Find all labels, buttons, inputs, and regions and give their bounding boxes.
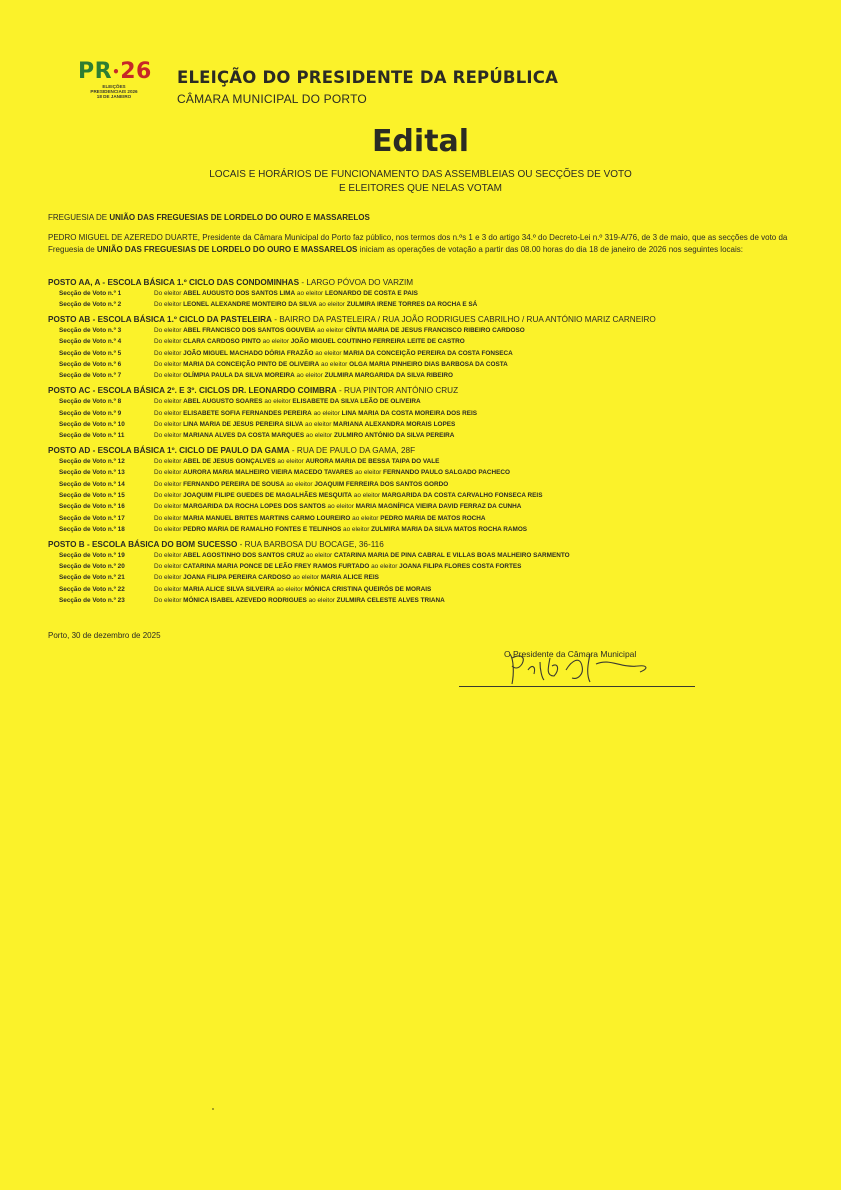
voting-section-range bbox=[154, 359, 508, 370]
voting-section-row bbox=[48, 513, 818, 524]
polling-station-name: POSTO AD - ESCOLA BÁSICA 1º. CICLO DE PAULO DA GAMA bbox=[48, 446, 290, 456]
polling-station-header bbox=[48, 385, 818, 396]
voting-section-row bbox=[48, 584, 818, 595]
voting-section-row bbox=[48, 595, 818, 606]
from-voter: ABEL DE JESUS GONÇALVES bbox=[183, 458, 276, 466]
voting-section-row bbox=[48, 430, 818, 441]
voting-section-label: Secção de Voto n.º 9 bbox=[59, 409, 122, 417]
from-word: Do eleitor bbox=[154, 596, 184, 604]
from-voter: LINA MARIA DE JESUS PEREIRA SILVA bbox=[183, 420, 304, 428]
voting-section-range bbox=[154, 430, 454, 441]
from-voter: OLÍMPIA PAULA DA SILVA MOREIRA bbox=[183, 372, 295, 380]
to-voter: ZULMIRA MARGARIDA DA SILVA RIBEIRO bbox=[324, 372, 453, 380]
to-word: ao eleitor bbox=[325, 503, 356, 511]
election-logo bbox=[78, 60, 158, 99]
from-word: Do eleitor bbox=[154, 469, 184, 477]
from-word: Do eleitor bbox=[154, 290, 184, 297]
from-voter: JOANA FILIPA PEREIRA CARDOSO bbox=[183, 574, 291, 582]
voting-section-range bbox=[154, 288, 418, 299]
voting-section-row bbox=[48, 550, 818, 561]
polling-station-header bbox=[48, 314, 818, 325]
to-voter: CÍNTIA MARIA DE JESUS FRANCISCO RIBEIRO CARDOSO bbox=[345, 327, 525, 335]
voting-section-label: Secção de Voto n.º 11 bbox=[59, 432, 125, 440]
to-voter: LINA MARIA DA COSTA MOREIRA DOS REIS bbox=[341, 409, 478, 417]
from-voter: ELISABETE SOFIA FERNANDES PEREIRA bbox=[183, 409, 312, 417]
voting-section-label: Secção de Voto n.º 8 bbox=[59, 398, 122, 406]
voting-section-label: Secção de Voto n.º 21 bbox=[59, 574, 125, 582]
from-voter: ABEL AUGUSTO SOARES bbox=[183, 398, 263, 406]
intro-paragraph bbox=[48, 232, 808, 255]
to-voter: LEONARDO DE COSTA E PAIS bbox=[324, 290, 418, 297]
voting-section-label: Secção de Voto n.º 12 bbox=[59, 458, 125, 466]
voting-section-range bbox=[154, 456, 439, 467]
to-voter: MARIA DA CONCEIÇÃO PEREIRA DA COSTA FONSECA bbox=[343, 349, 513, 357]
polling-station-address: - RUA PINTOR ANTÓNIO CRUZ bbox=[336, 386, 459, 396]
to-voter: PEDRO MARIA DE MATOS ROCHA bbox=[380, 514, 486, 522]
voting-section-range bbox=[154, 325, 525, 336]
from-word: Do eleitor bbox=[154, 327, 184, 335]
from-word: Do eleitor bbox=[154, 301, 184, 309]
description-line-2: E ELEITORES QUE NELAS VOTAM bbox=[338, 183, 502, 194]
to-voter: OLGA MARIA PINHEIRO DIAS BARBOSA DA COSTA bbox=[349, 361, 508, 369]
signature-scribble bbox=[500, 640, 660, 688]
from-voter: FERNANDO PEREIRA DE SOUSA bbox=[183, 480, 285, 488]
voting-section-range bbox=[154, 467, 510, 478]
voting-section-range bbox=[154, 595, 445, 606]
polling-station-address: - LARGO PÓVOA DO VARZIM bbox=[299, 278, 414, 287]
from-word: Do eleitor bbox=[154, 514, 184, 522]
voting-section-range bbox=[154, 299, 477, 310]
voting-section-label: Secção de Voto n.º 15 bbox=[59, 491, 125, 499]
voting-section-label: Secção de Voto n.º 10 bbox=[59, 420, 125, 428]
header-subtitle: CÂMARA MUNICIPAL DO PORTO bbox=[177, 92, 367, 106]
polling-stations-list bbox=[48, 277, 818, 610]
logo-pr-text: PR bbox=[78, 59, 113, 84]
polling-station-address: - RUA BARBOSA DU BOCAGE, 36-116 bbox=[237, 539, 384, 549]
to-word: ao eleitor bbox=[352, 491, 382, 499]
voting-section-row bbox=[48, 479, 818, 490]
to-word: ao eleitor bbox=[294, 372, 325, 380]
from-voter: ABEL FRANCISCO DOS SANTOS GOUVEIA bbox=[183, 327, 316, 335]
voting-section-label: Secção de Voto n.º 16 bbox=[59, 503, 125, 511]
freguesia-line bbox=[48, 213, 370, 222]
scan-speck bbox=[212, 1108, 214, 1110]
voting-section-row bbox=[48, 348, 818, 359]
to-word: ao eleitor bbox=[260, 338, 291, 346]
from-word: Do eleitor bbox=[154, 349, 184, 357]
header-title: ELEIÇÃO DO PRESIDENTE DA REPÚBLICA bbox=[177, 68, 559, 87]
from-word: Do eleitor bbox=[154, 503, 184, 511]
voting-section-label: Secção de Voto n.º 22 bbox=[59, 585, 125, 593]
voting-section-row bbox=[48, 501, 818, 512]
voting-section-row bbox=[48, 456, 818, 467]
to-voter: AURORA MARIA DE BESSA TAIPA DO VALE bbox=[305, 458, 440, 466]
to-voter: MARIA MAGNÍFICA VIEIRA DAVID FERRAZ DA CUNHA bbox=[355, 503, 522, 511]
to-word: ao eleitor bbox=[275, 458, 306, 466]
to-word: ao eleitor bbox=[306, 596, 337, 604]
intro-text-a: PEDRO MIGUEL DE AZEREDO DUARTE, Presidente da Câmara Municipal do Porto faz público, nos termos dos n.ºs 1 e 3 do artigo 34.º do Decreto-Lei n.º 319-A/76, de 3 de maio, que as secções de voto da Freguesia de bbox=[48, 233, 788, 254]
voting-section-range bbox=[154, 572, 379, 583]
voting-section-label: Secção de Voto n.º 20 bbox=[59, 563, 125, 571]
from-word: Do eleitor bbox=[154, 563, 184, 571]
voting-section-label: Secção de Voto n.º 7 bbox=[59, 372, 122, 380]
from-voter: CLARA CARDOSO PINTO bbox=[183, 338, 261, 346]
signature-line bbox=[459, 686, 695, 687]
intro-freguesia: UNIÃO DAS FREGUESIAS DE LORDELO DO OURO E MASSARELOS bbox=[96, 244, 358, 254]
voting-section-row bbox=[48, 325, 818, 336]
voting-section-label: Secção de Voto n.º 23 bbox=[59, 596, 125, 604]
polling-station bbox=[48, 277, 818, 311]
from-word: Do eleitor bbox=[154, 458, 184, 466]
to-word: ao eleitor bbox=[304, 551, 334, 559]
voting-section-label: Secção de Voto n.º 19 bbox=[59, 551, 125, 559]
from-word: Do eleitor bbox=[154, 432, 184, 440]
from-voter: ABEL AGOSTINHO DOS SANTOS CRUZ bbox=[183, 551, 305, 559]
to-voter: MARIANA ALEXANDRA MORAIS LOPES bbox=[333, 420, 456, 428]
to-voter: JOANA FILIPA FLORES COSTA FORTES bbox=[399, 563, 522, 571]
polling-station bbox=[48, 314, 818, 381]
voting-section-range bbox=[154, 348, 513, 359]
from-voter: MARIANA ALVES DA COSTA MARQUES bbox=[183, 432, 305, 440]
voting-section-row bbox=[48, 408, 818, 419]
description-line-1: LOCAIS E HORÁRIOS DE FUNCIONAMENTO DAS ASSEMBLEIAS OU SECÇÕES DE VOTO bbox=[209, 169, 632, 180]
from-voter: JOAQUIM FILIPE GUEDES DE MAGALHÃES MESQUITA bbox=[183, 491, 353, 499]
polling-station-header bbox=[48, 277, 818, 288]
polling-station bbox=[48, 385, 818, 441]
document-date: Porto, 30 de dezembro de 2025 bbox=[48, 631, 161, 640]
to-word: ao eleitor bbox=[319, 361, 350, 369]
to-word: ao eleitor bbox=[341, 525, 372, 533]
voting-section-row bbox=[48, 336, 818, 347]
to-voter: ZULMIRA MARIA DA SILVA MATOS ROCHA RAMOS bbox=[371, 525, 528, 533]
to-word: ao eleitor bbox=[262, 398, 293, 406]
document-description bbox=[0, 168, 841, 196]
polling-station bbox=[48, 539, 818, 606]
from-voter: LEONEL ALEXANDRE MONTEIRO DA SILVA bbox=[183, 301, 317, 309]
voting-section-row bbox=[48, 490, 818, 501]
from-voter: AURORA MARIA MALHEIRO VIEIRA MACEDO TAVARES bbox=[183, 469, 354, 477]
to-voter: ZULMIRA CELESTE ALVES TRIANA bbox=[336, 596, 445, 604]
voting-section-label: Secção de Voto n.º 4 bbox=[59, 338, 122, 346]
from-word: Do eleitor bbox=[154, 585, 184, 593]
voting-section-range bbox=[154, 370, 453, 381]
logo-sub3: 18 DE JANEIRO bbox=[96, 94, 132, 99]
to-word: ao eleitor bbox=[284, 480, 315, 488]
polling-station-name: POSTO AA, A - ESCOLA BÁSICA 1.º CICLO DAS CONDOMINHAS bbox=[48, 278, 300, 287]
voting-section-range bbox=[154, 501, 521, 512]
polling-station-address: - BAIRRO DA PASTELEIRA / RUA JOÃO RODRIGUES CABRILHO / RUA ANTÓNIO MARIZ CARNEIRO bbox=[271, 315, 656, 325]
to-voter: MARGARIDA DA COSTA CARVALHO FONSECA REIS bbox=[381, 491, 543, 499]
freguesia-prefix: FREGUESIA DE bbox=[48, 213, 110, 222]
from-word: Do eleitor bbox=[154, 338, 184, 346]
to-word: ao eleitor bbox=[316, 301, 347, 309]
voting-section-range bbox=[154, 396, 421, 407]
voting-section-label: Secção de Voto n.º 6 bbox=[59, 361, 122, 369]
to-voter: MARIA ALICE REIS bbox=[320, 574, 379, 582]
logo-sub2: PRESIDENCIAIS 2026 bbox=[90, 89, 138, 94]
polling-station-address: - RUA DE PAULO DA GAMA, 28F bbox=[289, 446, 416, 456]
voting-section-range bbox=[154, 408, 477, 419]
voting-section-range bbox=[154, 490, 542, 501]
voting-section-range bbox=[154, 336, 465, 347]
to-word: ao eleitor bbox=[311, 409, 342, 417]
to-word: ao eleitor bbox=[295, 290, 325, 297]
voting-section-label: Secção de Voto n.º 2 bbox=[59, 301, 122, 309]
from-word: Do eleitor bbox=[154, 361, 184, 369]
to-voter: ZULMIRA IRENE TORRES DA ROCHA E SÁ bbox=[346, 301, 478, 309]
voting-section-row bbox=[48, 370, 818, 381]
document-title: Edital bbox=[371, 124, 470, 159]
polling-station-header bbox=[48, 445, 818, 456]
from-word: Do eleitor bbox=[154, 491, 184, 499]
voting-section-row bbox=[48, 561, 818, 572]
voting-section-row bbox=[48, 572, 818, 583]
from-word: Do eleitor bbox=[154, 574, 184, 582]
from-word: Do eleitor bbox=[154, 398, 184, 406]
voting-section-row bbox=[48, 524, 818, 535]
voting-section-label: Secção de Voto n.º 14 bbox=[59, 480, 125, 488]
to-voter: FERNANDO PAULO SALGADO PACHECO bbox=[383, 469, 510, 477]
to-voter: ELISABETE DA SILVA LEÃO DE OLIVEIRA bbox=[292, 398, 421, 406]
from-word: Do eleitor bbox=[154, 551, 184, 559]
to-voter: MÓNICA CRISTINA QUEIRÓS DE MORAIS bbox=[304, 585, 432, 593]
voting-section-label: Secção de Voto n.º 1 bbox=[59, 290, 122, 297]
signature-label: O Presidente da Câmara Municipal bbox=[504, 649, 637, 659]
from-word: Do eleitor bbox=[154, 420, 184, 428]
from-word: Do eleitor bbox=[154, 372, 184, 380]
to-word: ao eleitor bbox=[353, 469, 384, 477]
from-word: Do eleitor bbox=[154, 480, 184, 488]
from-voter: MÓNICA ISABEL AZEVEDO RODRIGUES bbox=[183, 596, 307, 604]
to-word: ao eleitor bbox=[304, 432, 334, 440]
from-voter: JOÃO MIGUEL MACHADO DÓRIA FRAZÃO bbox=[183, 349, 314, 357]
voting-section-range bbox=[154, 584, 431, 595]
to-word: ao eleitor bbox=[369, 563, 400, 571]
voting-section-label: Secção de Voto n.º 17 bbox=[59, 514, 125, 522]
polling-station-name: POSTO B - ESCOLA BÁSICA DO BOM SUCESSO bbox=[48, 539, 238, 549]
from-word: Do eleitor bbox=[154, 525, 184, 533]
to-word: ao eleitor bbox=[274, 585, 305, 593]
polling-station-name: POSTO AC - ESCOLA BÁSICA 2º. E 3º. CICLOS DR. LEONARDO COIMBRA bbox=[48, 386, 337, 396]
intro-text-c: iniciam as operações de votação a partir das 08.00 horas do dia 18 de janeiro de 2026 nos seguintes locais: bbox=[357, 244, 743, 254]
to-word: ao eleitor bbox=[350, 514, 381, 522]
from-voter: MARGARIDA DA ROCHA LOPES DOS SANTOS bbox=[183, 503, 326, 511]
voting-section-label: Secção de Voto n.º 13 bbox=[59, 469, 125, 477]
voting-section-range bbox=[154, 524, 527, 535]
to-voter: JOÃO MIGUEL COUTINHO FERREIRA LEITE DE CASTRO bbox=[290, 338, 465, 346]
voting-section-range bbox=[154, 561, 521, 572]
polling-station bbox=[48, 445, 818, 535]
from-voter: PEDRO MARIA DE RAMALHO FONTES E TELINHOS bbox=[183, 525, 342, 533]
to-word: ao eleitor bbox=[313, 349, 344, 357]
to-word: ao eleitor bbox=[290, 574, 321, 582]
voting-section-label: Secção de Voto n.º 3 bbox=[59, 327, 122, 335]
from-voter: MARIA DA CONCEIÇÃO PINTO DE OLIVEIRA bbox=[183, 361, 320, 369]
to-voter: ZULMIRO ANTÓNIO DA SILVA PEREIRA bbox=[333, 432, 455, 440]
voting-section-range bbox=[154, 513, 486, 524]
logo-mark: PR•26 bbox=[78, 59, 152, 84]
voting-section-label: Secção de Voto n.º 18 bbox=[59, 525, 125, 533]
logo-year: 26 bbox=[120, 59, 152, 84]
voting-section-range bbox=[154, 419, 455, 430]
polling-station-header bbox=[48, 539, 818, 550]
voting-section-row bbox=[48, 299, 818, 310]
voting-section-row bbox=[48, 288, 818, 299]
voting-section-row bbox=[48, 396, 818, 407]
voting-section-range bbox=[154, 550, 570, 561]
to-word: ao eleitor bbox=[303, 420, 334, 428]
voting-section-row bbox=[48, 419, 818, 430]
freguesia-name: UNIÃO DAS FREGUESIAS DE LORDELO DO OURO E MASSARELOS bbox=[109, 213, 370, 222]
voting-section-label: Secção de Voto n.º 5 bbox=[59, 349, 122, 357]
voting-section-row bbox=[48, 359, 818, 370]
from-voter: CATARINA MARIA PONCE DE LEÃO FREY RAMOS FURTADO bbox=[183, 563, 370, 571]
polling-station-name: POSTO AB - ESCOLA BÁSICA 1.º CICLO DA PASTELEIRA bbox=[48, 315, 272, 325]
from-word: Do eleitor bbox=[154, 409, 184, 417]
to-voter: CATARINA MARIA DE PINA CABRAL E VILLAS BOAS MALHEIRO SARMENTO bbox=[333, 551, 570, 559]
to-voter: JOAQUIM FERREIRA DOS SANTOS GORDO bbox=[314, 480, 449, 488]
voting-section-row bbox=[48, 467, 818, 478]
from-voter: MARIA ALICE SILVA SILVEIRA bbox=[183, 585, 275, 593]
voting-section-range bbox=[154, 479, 448, 490]
from-voter: ABEL AUGUSTO DOS SANTOS LIMA bbox=[183, 290, 296, 297]
logo-sub1: ELEIÇÕES bbox=[102, 84, 126, 89]
to-word: ao eleitor bbox=[315, 327, 346, 335]
from-voter: MARIA MANUEL BRITES MARTINS CARMO LOUREIRO bbox=[183, 514, 351, 522]
